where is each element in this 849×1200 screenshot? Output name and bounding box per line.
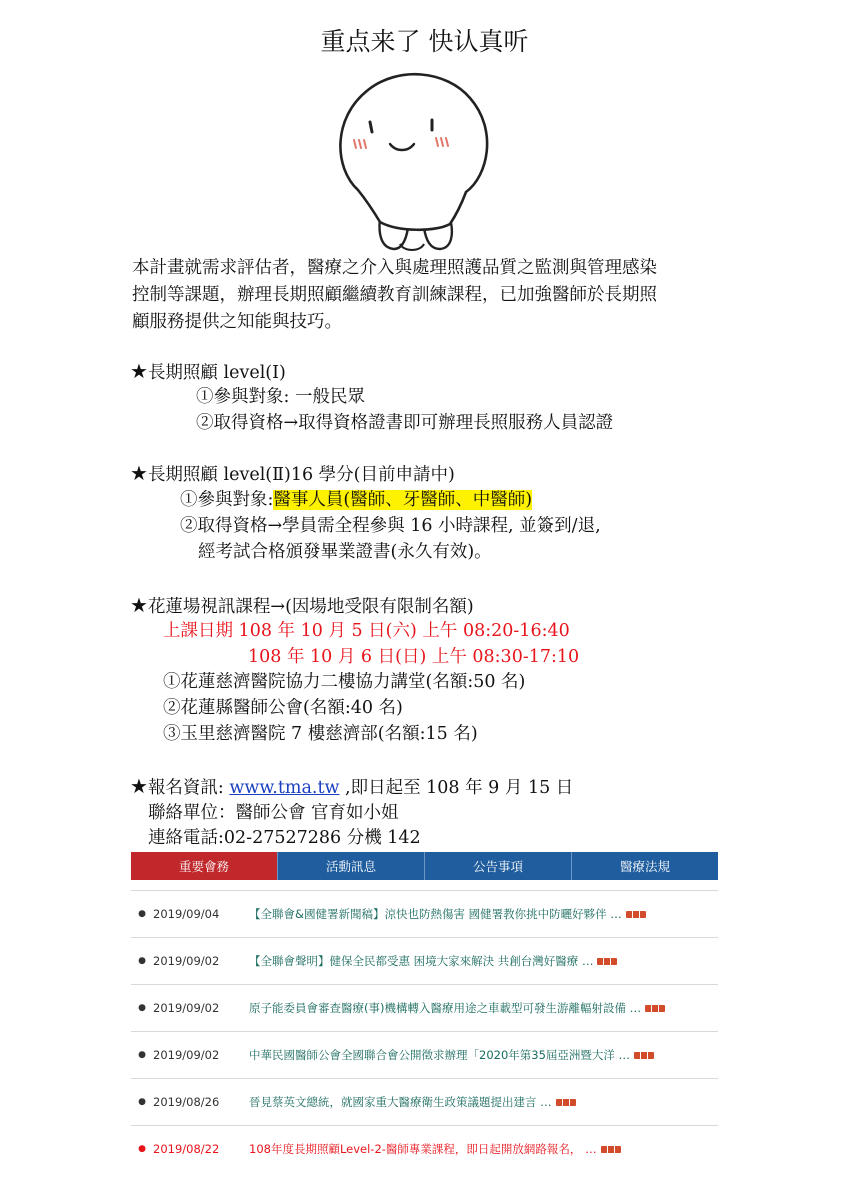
news-row[interactable] xyxy=(131,890,718,937)
page-title: 重点来了 快认真听 xyxy=(320,27,529,56)
register-link[interactable]: www.tma.tw xyxy=(229,778,340,798)
bullet-icon: ● xyxy=(138,1144,146,1154)
intro-line-3: 顧服務提供之知能與技巧。 xyxy=(132,312,342,332)
intro-line-2: 控制等課題，辦理長期照顧繼續教育訓練課程，已加強醫師於長期照 xyxy=(132,285,657,305)
news-row[interactable] xyxy=(131,937,718,984)
more-icon[interactable] xyxy=(634,1052,654,1059)
hualien-venue-3: ③玉里慈濟醫院 7 樓慈濟部(名額:15 名) xyxy=(163,724,478,744)
news-row[interactable] xyxy=(131,1125,718,1172)
level2-item-2-line-2: 經考試合格頒發畢業證書(永久有效)。 xyxy=(198,542,492,562)
register-info xyxy=(130,774,573,800)
more-icon[interactable] xyxy=(626,911,646,918)
level1-heading-text: 長期照顧 level(Ⅰ) xyxy=(147,363,286,383)
level2-item-1-prefix: ①參與對象: xyxy=(180,490,274,510)
news-row[interactable] xyxy=(131,984,718,1031)
more-icon[interactable] xyxy=(556,1099,576,1106)
news-date: 2019/08/22 xyxy=(153,1142,220,1156)
news-title[interactable]: 【全聯會&國健署新聞稿】涼快也防熱傷害 國健署教你挑中防曬好夥伴 … xyxy=(249,907,622,921)
star-icon: ★ xyxy=(130,593,148,617)
news-row[interactable] xyxy=(131,1078,718,1125)
tab-important-affairs[interactable]: 重要會務 xyxy=(131,852,278,880)
register-phone: 連絡電話:02-27527286 分機 142 xyxy=(148,828,421,848)
more-icon[interactable] xyxy=(645,1005,665,1012)
news-row[interactable] xyxy=(131,1031,718,1078)
level2-item-2-line-1: ②取得資格→學員需全程參與 16 小時課程, 並簽到/退, xyxy=(180,516,601,536)
bullet-icon: ● xyxy=(138,1097,146,1107)
intro-line-1: 本計畫就需求評估者，醫療之介入與處理照護品質之監測與管理感染 xyxy=(132,258,657,278)
hualien-date-2: 108 年 10 月 6 日(日) 上午 08:30-17:10 xyxy=(248,647,580,667)
news-tabs xyxy=(131,852,718,880)
star-icon: ★ xyxy=(130,359,148,383)
level2-item-1-highlight: 醫事人員(醫師、牙醫師、中醫師) xyxy=(273,490,533,510)
news-title[interactable]: 原子能委員會審查醫療(事)機構轉入醫療用途之車載型可發生游離輻射設備 … xyxy=(249,1001,642,1015)
level2-heading-text: 長期照顧 level(Ⅱ)16 學分(目前申請中) xyxy=(147,465,455,485)
news-title[interactable]: 晉見蔡英文總統，就國家重大醫療衛生政策議題提出建言 … xyxy=(249,1095,552,1109)
tab-medical-regulations[interactable]: 醫療法規 xyxy=(619,859,670,874)
tab-event-news[interactable]: 活動訊息 xyxy=(278,852,425,880)
news-list xyxy=(131,890,718,1172)
level1-item-1: ①參與對象: 一般民眾 xyxy=(196,387,365,407)
hualien-date-1: 上課日期 108 年 10 月 5 日(六) 上午 08:20-16:40 xyxy=(163,621,570,641)
mascot-illustration xyxy=(328,68,498,256)
news-date: 2019/09/04 xyxy=(153,907,220,921)
level1-item-2: ②取得資格→取得資格證書即可辦理長照服務人員認證 xyxy=(196,413,614,433)
news-title[interactable]: 【全聯會聲明】健保全民都受惠 困境大家來解決 共創台灣好醫療 … xyxy=(249,954,594,968)
hualien-venue-2: ②花蓮縣醫師公會(名額:40 名) xyxy=(163,698,403,718)
level1-heading xyxy=(130,359,286,385)
news-date: 2019/09/02 xyxy=(153,1001,220,1015)
bullet-icon: ● xyxy=(138,1003,146,1013)
more-icon[interactable] xyxy=(601,1146,621,1153)
star-icon: ★ xyxy=(130,461,148,485)
news-date: 2019/09/02 xyxy=(153,1048,220,1062)
tab-announcements[interactable]: 公告事項 xyxy=(425,852,572,880)
register-contact: 聯絡單位：醫師公會 官育如小姐 xyxy=(148,803,399,823)
register-deadline: ,即日起至 108 年 9 月 15 日 xyxy=(339,778,574,798)
hualien-heading-text: 花蓮場視訊課程→(因場地受限有限制名額) xyxy=(147,597,474,617)
bullet-icon: ● xyxy=(138,909,146,919)
more-icon[interactable] xyxy=(597,958,617,965)
news-date: 2019/08/26 xyxy=(153,1095,220,1109)
hualien-heading xyxy=(130,593,474,619)
news-title[interactable]: 中華民國醫師公會全國聯合會公開徵求辦理「2020年第35屆亞洲暨大洋 … xyxy=(249,1048,631,1062)
star-icon: ★ xyxy=(130,774,148,798)
level2-item-1 xyxy=(180,488,532,512)
bullet-icon: ● xyxy=(138,956,146,966)
level2-heading xyxy=(130,461,455,487)
news-date: 2019/09/02 xyxy=(153,954,220,968)
bullet-icon: ● xyxy=(138,1050,146,1060)
news-title[interactable]: 108年度長期照顧Level-2-醫師專業課程，即日起開放網路報名， … xyxy=(249,1142,597,1156)
register-label: 報名資訊: xyxy=(147,778,230,798)
hualien-venue-1: ①花蓮慈濟醫院協力二樓協力講堂(名額:50 名) xyxy=(163,672,526,692)
